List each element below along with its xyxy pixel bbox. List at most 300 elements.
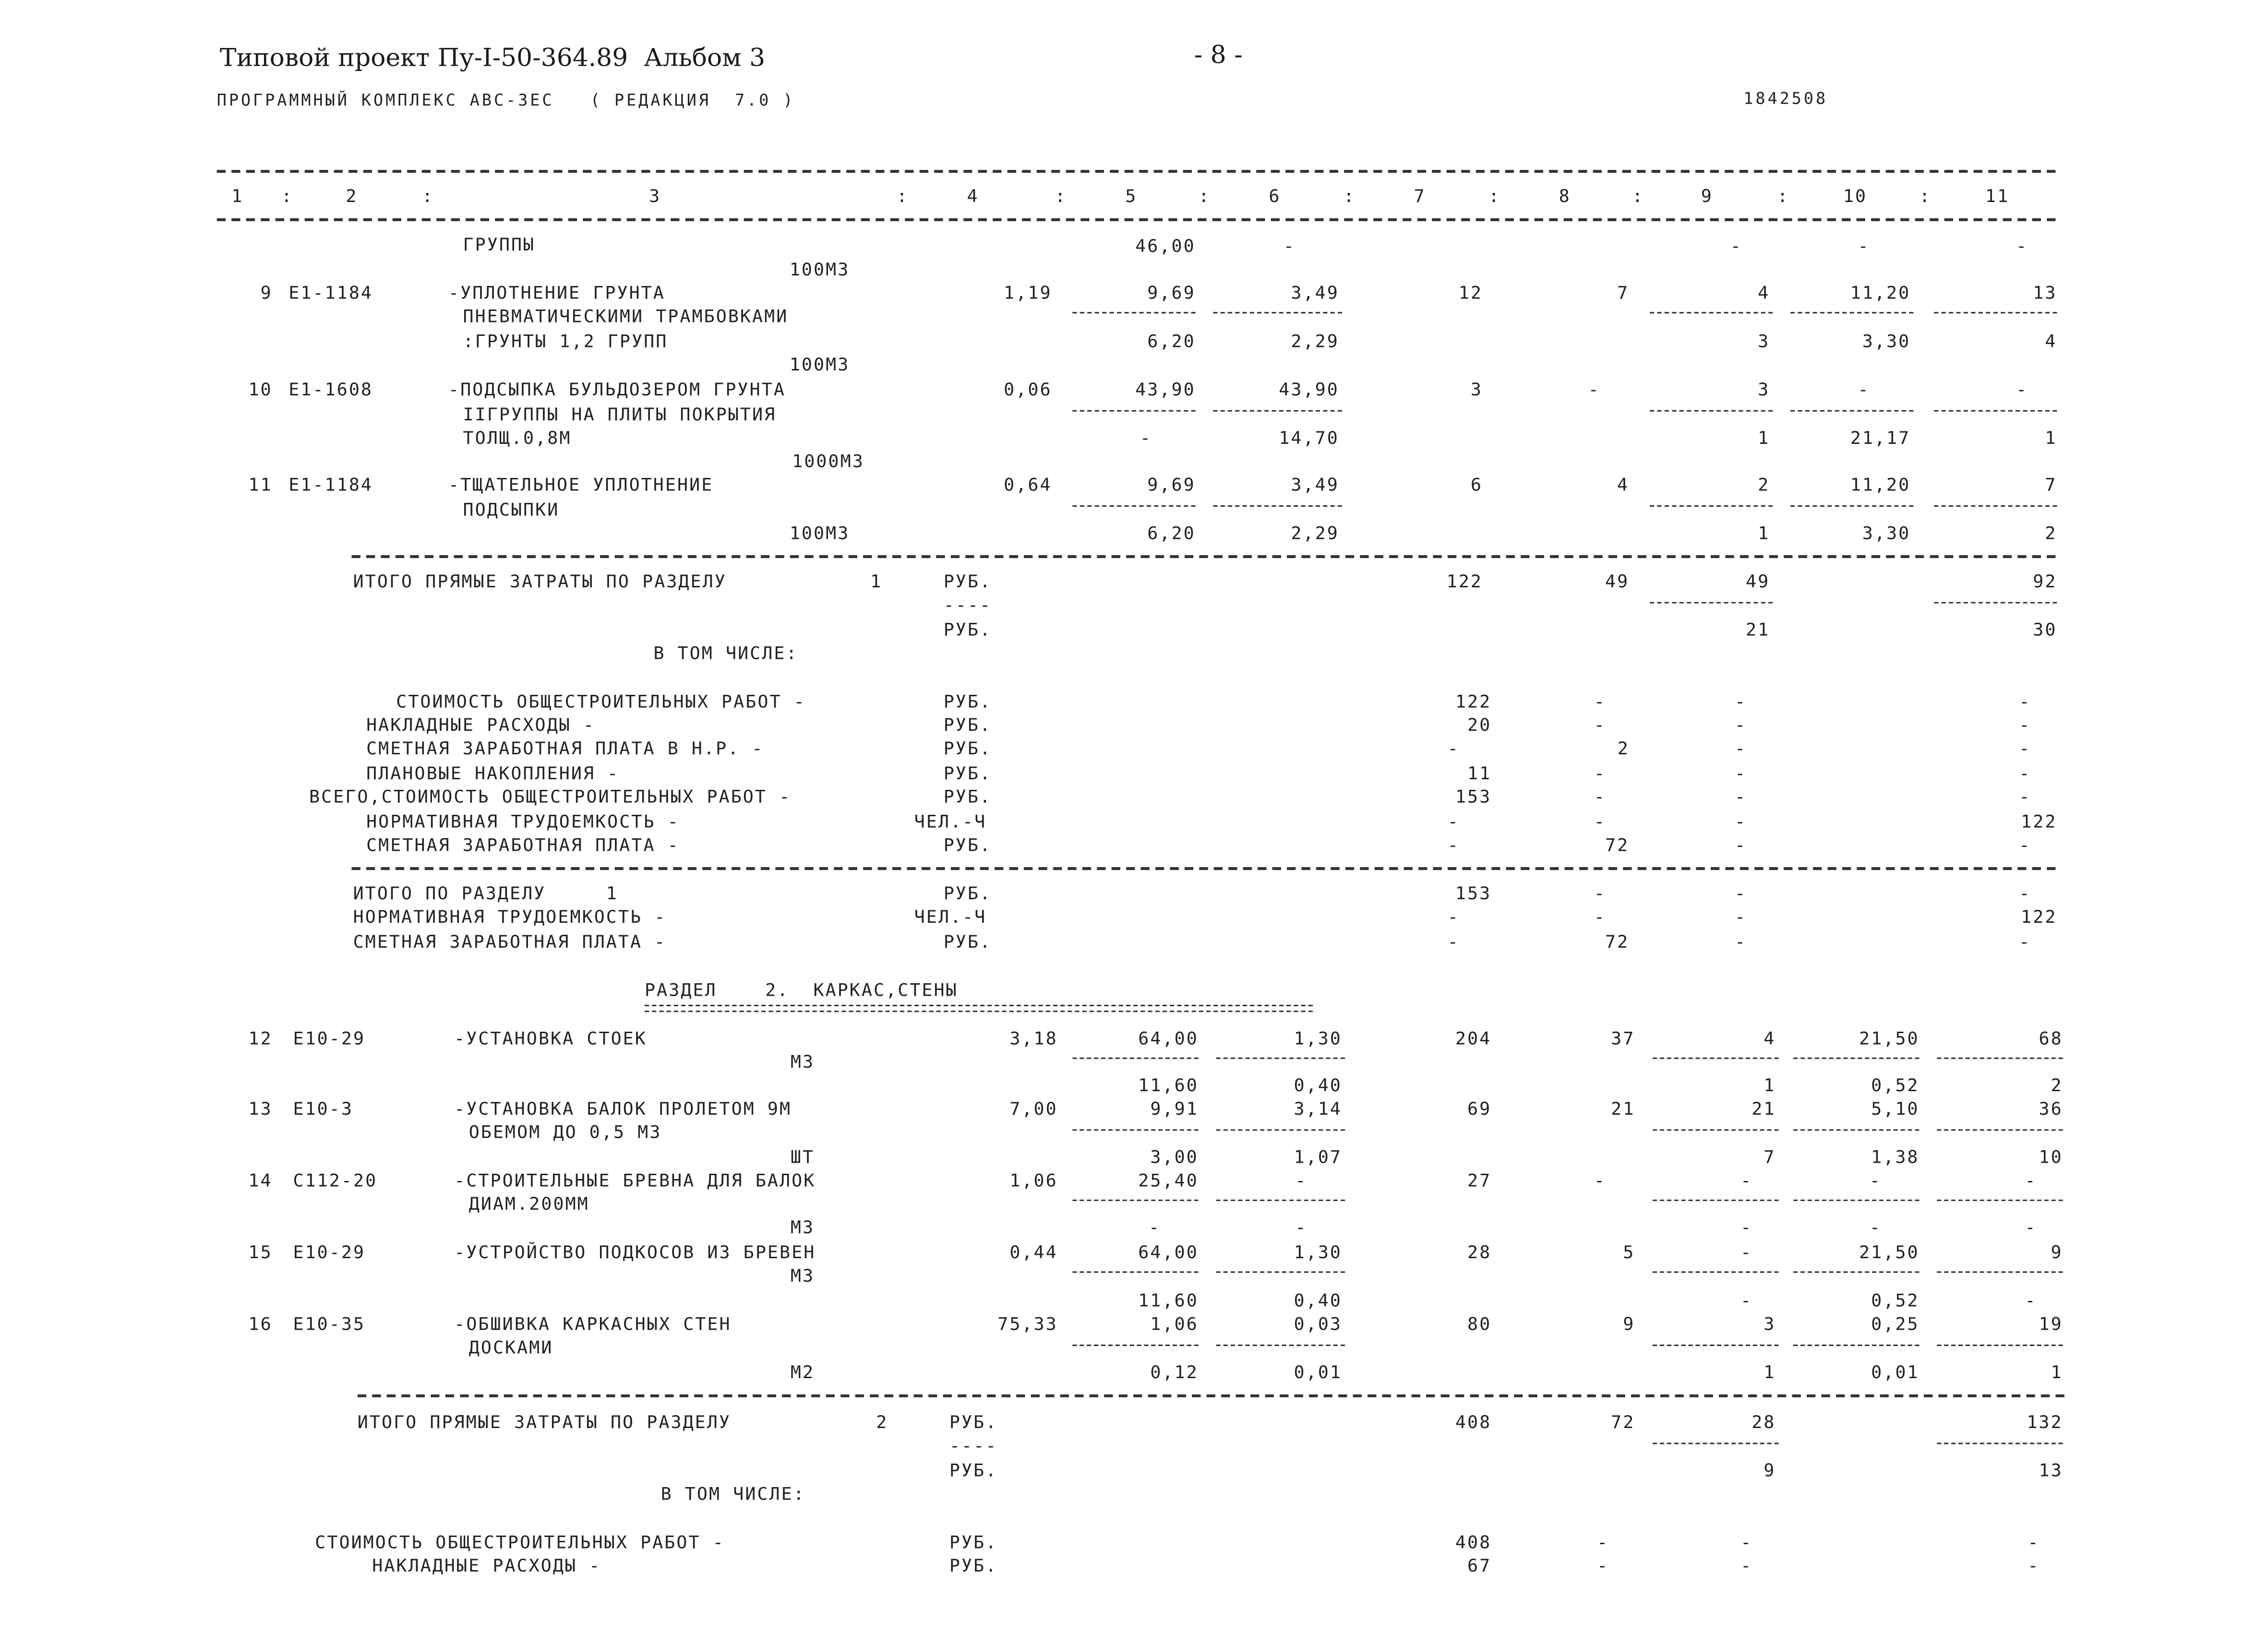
item-number: 12 xyxy=(248,1028,273,1049)
item-price-total: 9,69 xyxy=(1147,283,1196,303)
item-price-machine-wages: 0,40 xyxy=(1294,1290,1342,1311)
item-labor-total-mach: 2 xyxy=(2051,1075,2063,1096)
breakdown-unit: РУБ. xyxy=(943,715,992,736)
item-cost-wages: 9 xyxy=(1623,1313,1635,1334)
col-sep: : xyxy=(1919,186,1932,207)
item-labor-total-mach: - xyxy=(2025,1290,2037,1311)
breakdown-label: СТОИМОСТЬ ОБЩЕСТРОИТЕЛЬНЫХ РАБОТ - xyxy=(396,691,806,712)
item-name-line: ДОСКАМИ xyxy=(468,1337,553,1358)
item-code: Е10-3 xyxy=(293,1098,353,1119)
header-rule-top xyxy=(217,170,2056,173)
breakdown-c11: - xyxy=(2019,738,2031,759)
item-labor-unit-mach: 0,01 xyxy=(1871,1362,1920,1383)
breakdown-c9: - xyxy=(1734,715,1747,736)
breakdown-label: НОРМАТИВНАЯ ТРУДОЕМКОСТЬ - xyxy=(366,811,680,832)
item-number: 14 xyxy=(248,1170,273,1191)
price-rule xyxy=(1072,1200,1199,1201)
breakdown-label: НАКЛАДНЫЕ РАСХОДЫ - xyxy=(372,1555,601,1576)
item-labor-total: 36 xyxy=(2039,1098,2063,1119)
section-total-c7: - xyxy=(1447,931,1460,953)
item-code: Е10-29 xyxy=(293,1242,366,1263)
item-price-total: 9,69 xyxy=(1147,474,1196,495)
item-cost-machine-wages: - xyxy=(1740,1290,1753,1311)
total-c7: 122 xyxy=(1446,571,1483,592)
price-rule xyxy=(1072,1058,1199,1059)
item-cost-machines: 4 xyxy=(1758,283,1770,303)
item-qty: 1,06 xyxy=(1009,1170,1058,1191)
col-1: 1 xyxy=(231,186,244,207)
item-code: Е10-29 xyxy=(293,1028,366,1049)
col-4: 4 xyxy=(967,186,979,207)
item-code: С112-20 xyxy=(293,1170,378,1191)
cost-rule xyxy=(1653,1443,1779,1444)
item-cost-total: 6 xyxy=(1470,474,1483,495)
item-price-machine-wages: 2,29 xyxy=(1291,523,1339,544)
item-price-machine-wages: 0,40 xyxy=(1294,1075,1342,1096)
col-sep: : xyxy=(281,186,294,207)
breakdown-c11: 122 xyxy=(2021,811,2057,832)
price-rule xyxy=(1213,410,1342,412)
breakdown-c7: 153 xyxy=(1455,786,1492,807)
item-cost-machines: 3 xyxy=(1758,379,1770,400)
price-rule xyxy=(1072,312,1195,313)
col-sep: : xyxy=(1488,186,1501,207)
item-code: Е1-1184 xyxy=(288,283,373,303)
breakdown-c11: - xyxy=(2019,691,2031,712)
breakdown-c8: - xyxy=(1594,763,1607,784)
section-total-c11: - xyxy=(2019,883,2031,904)
breakdown-unit: РУБ. xyxy=(949,1532,998,1553)
breakdown-c7: - xyxy=(1447,811,1460,832)
total-c9b: 9 xyxy=(1764,1460,1776,1481)
price-rule xyxy=(1072,505,1195,507)
breakdown-c11: - xyxy=(2019,715,2031,736)
breakdown-c9: - xyxy=(1734,811,1747,832)
direct-cost-label: ИТОГО ПРЯМЫЕ ЗАТРАТЫ ПО РАЗДЕЛУ xyxy=(353,571,727,592)
item-cost-machines: 4 xyxy=(1764,1028,1776,1049)
total-c8: 72 xyxy=(1611,1412,1635,1433)
item-name-line: ТОЛЩ.0,8М xyxy=(463,428,572,449)
item-price-machines: 43,90 xyxy=(1279,379,1339,400)
section-rule xyxy=(358,1394,2064,1397)
cost-rule xyxy=(1793,1129,1920,1131)
header-rule-bottom xyxy=(217,218,2056,221)
item-unit: 100М3 xyxy=(789,523,850,544)
item-name-line: -УПЛОТНЕНИЕ ГРУНТА xyxy=(448,283,665,303)
cost-rule xyxy=(1937,1200,2063,1201)
cost-rule xyxy=(1793,1200,1920,1201)
direct-cost-section-num: 2 xyxy=(876,1412,888,1433)
breakdown-c8: - xyxy=(1597,1532,1609,1553)
document-code: 1842508 xyxy=(1743,89,1828,108)
total-c11b: 30 xyxy=(2033,619,2057,640)
cost-rule xyxy=(1937,1058,2063,1059)
program-line: ПРОГРАММНЫЙ КОМПЛЕКС АВС-3ЕС ( РЕДАКЦИЯ 7.0 ) xyxy=(216,91,795,110)
item-labor-total: - xyxy=(2025,1170,2037,1191)
section-total-label: НОРМАТИВНАЯ ТРУДОЕМКОСТЬ - xyxy=(353,906,667,928)
item-qty: 75,33 xyxy=(997,1313,1058,1334)
item-labor-unit: - xyxy=(1858,379,1870,400)
breakdown-unit: РУБ. xyxy=(943,786,992,807)
breakdown-c11: - xyxy=(2019,786,2031,807)
item-number: 15 xyxy=(248,1242,273,1263)
col-6: 6 xyxy=(1269,186,1281,207)
col-sep: : xyxy=(1343,186,1356,207)
breakdown-c7: - xyxy=(1447,738,1460,759)
cost-rule xyxy=(1793,1345,1920,1346)
section-total-c8: 72 xyxy=(1605,931,1630,953)
item-cost-machine-wages: 1 xyxy=(1758,428,1770,449)
section-total-c9: - xyxy=(1734,883,1747,904)
breakdown-c7: 122 xyxy=(1455,691,1492,712)
breakdown-c7: 67 xyxy=(1467,1555,1492,1576)
total-c7: 408 xyxy=(1455,1412,1492,1433)
cost-rule xyxy=(1653,1058,1779,1059)
section-total-unit: ЧЕЛ.-Ч xyxy=(914,906,987,928)
cost-rule xyxy=(1650,505,1773,507)
item-price-machines: - xyxy=(1295,1170,1308,1191)
cont-p2: - xyxy=(1283,236,1296,257)
breakdown-c11: - xyxy=(2028,1532,2040,1553)
item-code: Е10-35 xyxy=(293,1313,366,1334)
unit-label: РУБ. xyxy=(943,571,992,592)
including-label: В ТОМ ЧИСЛЕ: xyxy=(653,643,798,664)
breakdown-c8: - xyxy=(1594,691,1607,712)
item-labor-total: 13 xyxy=(2033,283,2057,303)
price-rule xyxy=(1216,1058,1345,1059)
including-label: В ТОМ ЧИСЛЕ: xyxy=(660,1484,805,1504)
item-cost-wages: 7 xyxy=(1617,283,1630,303)
item-labor-total: 19 xyxy=(2039,1313,2063,1334)
price-rule xyxy=(1072,1345,1199,1346)
breakdown-unit: РУБ. xyxy=(943,738,992,759)
unit-label: РУБ. xyxy=(949,1412,998,1433)
column-header-row xyxy=(231,186,243,207)
item-name-line: -УСТРОЙСТВО ПОДКОСОВ ИЗ БРЕВЕН xyxy=(454,1242,816,1263)
col-2: 2 xyxy=(346,186,358,207)
breakdown-label: НАКЛАДНЫЕ РАСХОДЫ - xyxy=(366,715,596,736)
col-sep: : xyxy=(1632,186,1644,207)
unit-label: РУБ. xyxy=(943,619,992,640)
breakdown-c9: - xyxy=(1734,834,1747,856)
item-name-line: -СТРОИТЕЛЬНЫЕ БРЕВНА ДЛЯ БАЛОК xyxy=(454,1170,816,1191)
breakdown-c9: - xyxy=(1734,763,1747,784)
item-labor-total-mach: 1 xyxy=(2051,1362,2063,1383)
breakdown-c9: - xyxy=(1740,1532,1753,1553)
cost-rule xyxy=(1934,410,2057,412)
project-title: Типовой проект Пу-I-50-364.89 Альбом 3 xyxy=(219,44,766,73)
item-name-line: -ТЩАТЕЛЬНОЕ УПЛОТНЕНИЕ xyxy=(448,474,714,495)
cost-rule xyxy=(1934,505,2057,507)
item-labor-total: 9 xyxy=(2051,1242,2063,1263)
item-cost-wages: - xyxy=(1588,379,1600,400)
item-name-line: ПОДСЫПКИ xyxy=(463,499,560,520)
section-total-c11: - xyxy=(2019,931,2031,953)
item-cost-machines: - xyxy=(1740,1242,1753,1263)
col-7: 7 xyxy=(1414,186,1426,207)
item-labor-total: - xyxy=(2016,379,2028,400)
cost-rule xyxy=(1653,1129,1779,1131)
cost-rule xyxy=(1937,1443,2063,1444)
price-rule xyxy=(1216,1129,1345,1131)
cost-rule xyxy=(1653,1345,1779,1346)
item-unit: М3 xyxy=(790,1265,815,1286)
cost-rule xyxy=(1653,1271,1779,1273)
item-cost-wages: 5 xyxy=(1623,1242,1635,1263)
section-total-c7: 153 xyxy=(1455,883,1492,904)
item-cost-total: 27 xyxy=(1467,1170,1492,1191)
col-sep: : xyxy=(897,186,909,207)
price-rule xyxy=(1216,1345,1345,1346)
breakdown-unit: ЧЕЛ.-Ч xyxy=(914,811,987,832)
section-rule xyxy=(352,555,2056,558)
item-labor-unit: 0,25 xyxy=(1871,1313,1920,1334)
breakdown-c9: - xyxy=(1740,1555,1753,1576)
col-sep: : xyxy=(1055,186,1067,207)
price-rule xyxy=(1216,1200,1345,1201)
section-total-label: СМЕТНАЯ ЗАРАБОТНАЯ ПЛАТА - xyxy=(353,931,667,953)
breakdown-c8: - xyxy=(1594,786,1607,807)
price-rule xyxy=(1072,1271,1199,1273)
breakdown-label: ПЛАНОВЫЕ НАКОПЛЕНИЯ - xyxy=(366,763,620,784)
section-total-unit: РУБ. xyxy=(943,931,992,953)
item-cost-machines: 3 xyxy=(1764,1313,1776,1334)
breakdown-c11: - xyxy=(2019,834,2031,856)
breakdown-unit: РУБ. xyxy=(943,691,992,712)
item-cost-machine-wages: 3 xyxy=(1758,331,1770,352)
item-labor-unit: 21,50 xyxy=(1859,1028,1920,1049)
item-labor-unit-mach: 0,52 xyxy=(1871,1290,1920,1311)
item-qty: 0,64 xyxy=(1004,474,1052,495)
price-rule xyxy=(1072,410,1195,412)
breakdown-c11: - xyxy=(2019,763,2031,784)
cont-c10: - xyxy=(1858,236,1870,257)
total-c9b: 21 xyxy=(1745,619,1770,640)
breakdown-c9: - xyxy=(1734,691,1747,712)
cost-rule xyxy=(1650,312,1773,313)
item-labor-total-mach: 2 xyxy=(2045,523,2057,544)
breakdown-c8: - xyxy=(1594,811,1607,832)
item-name-line: -ПОДСЫПКА БУЛЬДОЗЕРОМ ГРУНТА xyxy=(448,379,786,400)
item-labor-total-mach: 1 xyxy=(2045,428,2057,449)
total-c9: 28 xyxy=(1752,1412,1776,1433)
item-price-machine-wages: 14,70 xyxy=(1279,428,1339,449)
item-unit: М3 xyxy=(790,1217,815,1238)
item-price-wages: 0,12 xyxy=(1150,1362,1199,1383)
breakdown-label: СМЕТНАЯ ЗАРАБОТНАЯ ПЛАТА В Н.Р. - xyxy=(366,738,764,759)
col-sep: : xyxy=(1198,186,1211,207)
item-price-machine-wages: - xyxy=(1295,1217,1308,1238)
item-cost-wages: 4 xyxy=(1617,474,1630,495)
item-price-wages: - xyxy=(1140,428,1152,449)
item-cost-machine-wages: 1 xyxy=(1764,1075,1776,1096)
item-price-wages: 6,20 xyxy=(1147,331,1196,352)
price-rule xyxy=(1213,312,1342,313)
unit-rule: ---- xyxy=(943,595,992,615)
breakdown-unit: РУБ. xyxy=(943,763,992,784)
item-labor-total-mach: - xyxy=(2025,1217,2037,1238)
breakdown-c7: 11 xyxy=(1467,763,1492,784)
col-5: 5 xyxy=(1125,186,1138,207)
item-price-machines: 3,14 xyxy=(1294,1098,1342,1119)
section-title: РАЗДЕЛ 2. КАРКАС,СТЕНЫ xyxy=(645,980,958,1001)
total-c11b: 13 xyxy=(2039,1460,2063,1481)
total-c11: 92 xyxy=(2033,571,2057,592)
item-cost-total: 28 xyxy=(1467,1242,1492,1263)
item-labor-unit-mach: 0,52 xyxy=(1871,1075,1920,1096)
item-code: Е1-1608 xyxy=(288,379,373,400)
item-name-line: ДИАМ.200ММ xyxy=(468,1193,589,1215)
item-cost-machines: - xyxy=(1740,1170,1753,1191)
item-cost-machine-wages: 7 xyxy=(1764,1146,1776,1167)
item-price-machines: 0,03 xyxy=(1294,1313,1342,1334)
item-price-total: 25,40 xyxy=(1138,1170,1199,1191)
item-cost-machine-wages: - xyxy=(1740,1217,1753,1238)
item-price-total: 43,90 xyxy=(1135,379,1196,400)
total-c8: 49 xyxy=(1605,571,1630,592)
item-labor-unit: 11,20 xyxy=(1850,474,1911,495)
item-price-machine-wages: 0,01 xyxy=(1294,1362,1342,1383)
item-number: 13 xyxy=(248,1098,273,1119)
item-labor-total: 7 xyxy=(2045,474,2057,495)
item-labor-unit-mach: 21,17 xyxy=(1850,428,1911,449)
item-qty: 7,00 xyxy=(1009,1098,1058,1119)
price-rule xyxy=(1072,1129,1199,1131)
cost-rule xyxy=(1793,1271,1920,1273)
breakdown-c9: - xyxy=(1734,786,1747,807)
item-price-wages: 11,60 xyxy=(1138,1075,1199,1096)
item-price-machines: 1,30 xyxy=(1294,1028,1342,1049)
col-8: 8 xyxy=(1559,186,1571,207)
item-qty: 0,06 xyxy=(1004,379,1052,400)
item-qty: 3,18 xyxy=(1009,1028,1058,1049)
cost-rule xyxy=(1937,1345,2063,1346)
item-name-line: -УСТАНОВКА БАЛОК ПРОЛЕТОМ 9М xyxy=(454,1098,792,1119)
item-cost-total: 80 xyxy=(1467,1313,1492,1334)
section-total-c11: 122 xyxy=(2021,906,2057,928)
price-rule xyxy=(1213,505,1342,507)
item-price-total: 64,00 xyxy=(1138,1242,1199,1263)
cont-p1: 46,00 xyxy=(1135,236,1196,257)
cost-rule xyxy=(1937,1129,2063,1131)
item-unit: 100М3 xyxy=(789,354,850,375)
breakdown-c7: 20 xyxy=(1467,715,1492,736)
cont-c9: - xyxy=(1730,236,1742,257)
cont-unit: 100М3 xyxy=(789,259,850,280)
col-10: 10 xyxy=(1843,186,1868,207)
item-labor-unit: 11,20 xyxy=(1850,283,1911,303)
item-price-wages: - xyxy=(1149,1217,1161,1238)
item-price-machine-wages: 1,07 xyxy=(1294,1146,1342,1167)
breakdown-c8: - xyxy=(1597,1555,1609,1576)
section-total-c8: - xyxy=(1594,883,1607,904)
item-cost-machines: 2 xyxy=(1758,474,1770,495)
cost-rule xyxy=(1937,1271,2063,1273)
section-rule xyxy=(352,867,2056,870)
cost-rule xyxy=(1790,312,1913,313)
breakdown-label: ВСЕГО,СТОИМОСТЬ ОБЩЕСТРОИТЕЛЬНЫХ РАБОТ - xyxy=(309,786,792,807)
item-qty: 1,19 xyxy=(1004,283,1052,303)
item-price-total: 64,00 xyxy=(1138,1028,1199,1049)
section-title-underline xyxy=(645,1005,1313,1012)
item-cost-machine-wages: 1 xyxy=(1764,1362,1776,1383)
cost-rule xyxy=(1934,312,2057,313)
col-sep: : xyxy=(1777,186,1789,207)
item-labor-unit-mach: 1,38 xyxy=(1871,1146,1920,1167)
item-name-line: ОБЕМОМ ДО 0,5 М3 xyxy=(468,1122,662,1143)
item-price-wages: 3,00 xyxy=(1150,1146,1199,1167)
item-name-line: -УСТАНОВКА СТОЕК xyxy=(454,1028,647,1049)
item-labor-unit-mach: 3,30 xyxy=(1862,331,1911,352)
item-name-line: -ОБШИВКА КАРКАСНЫХ СТЕН xyxy=(454,1313,732,1334)
item-unit: 1000М3 xyxy=(792,451,864,472)
cost-rule xyxy=(1934,602,2057,604)
unit-rule: ---- xyxy=(949,1435,998,1456)
item-labor-total: 68 xyxy=(2039,1028,2063,1049)
cont-c11: - xyxy=(2016,236,2028,257)
col-3: 3 xyxy=(649,186,661,207)
item-labor-unit: - xyxy=(1869,1170,1882,1191)
item-price-machines: 3,49 xyxy=(1291,474,1339,495)
item-unit: ШТ xyxy=(790,1146,815,1167)
unit-label: РУБ. xyxy=(949,1460,998,1481)
breakdown-c7: 408 xyxy=(1455,1532,1492,1553)
breakdown-c7: - xyxy=(1447,834,1460,856)
cost-rule xyxy=(1793,1058,1920,1059)
cost-rule xyxy=(1790,410,1913,412)
section-total-unit: РУБ. xyxy=(943,883,992,904)
breakdown-c8: - xyxy=(1594,715,1607,736)
item-number: 10 xyxy=(248,379,273,400)
item-price-machines: 3,49 xyxy=(1291,283,1339,303)
section-total-c9: - xyxy=(1734,931,1747,953)
col-9: 9 xyxy=(1701,186,1713,207)
item-unit: М2 xyxy=(790,1362,815,1383)
item-code: Е1-1184 xyxy=(288,474,373,495)
total-c9: 49 xyxy=(1745,571,1770,592)
item-name-line: :ГРУНТЫ 1,2 ГРУПП xyxy=(463,331,668,352)
item-name-line: IIГРУППЫ НА ПЛИТЫ ПОКРЫТИЯ xyxy=(463,404,777,425)
item-price-machine-wages: 2,29 xyxy=(1291,331,1339,352)
item-cost-total: 69 xyxy=(1467,1098,1492,1119)
item-price-machines: 1,30 xyxy=(1294,1242,1342,1263)
item-price-total: 1,06 xyxy=(1150,1313,1199,1334)
breakdown-label: СТОИМОСТЬ ОБЩЕСТРОИТЕЛЬНЫХ РАБОТ - xyxy=(315,1532,725,1553)
breakdown-c9: - xyxy=(1734,738,1747,759)
col-11: 11 xyxy=(1985,186,2010,207)
breakdown-c8: 72 xyxy=(1605,834,1630,856)
item-price-wages: 11,60 xyxy=(1138,1290,1199,1311)
section-total-label: ИТОГО ПО РАЗДЕЛУ 1 xyxy=(353,883,618,904)
item-cost-machines: 21 xyxy=(1752,1098,1776,1119)
item-labor-unit-mach: 3,30 xyxy=(1862,523,1911,544)
item-cost-total: 204 xyxy=(1455,1028,1492,1049)
price-rule xyxy=(1216,1271,1345,1273)
breakdown-label: СМЕТНАЯ ЗАРАБОТНАЯ ПЛАТА - xyxy=(366,834,680,856)
item-cost-total: 12 xyxy=(1458,283,1483,303)
page-number: - 8 - xyxy=(1194,41,1243,71)
breakdown-c8: 2 xyxy=(1617,738,1630,759)
item-number: 16 xyxy=(248,1313,273,1334)
cost-rule xyxy=(1650,410,1773,412)
item-cost-wages: 37 xyxy=(1611,1028,1635,1049)
section-total-c9: - xyxy=(1734,906,1747,928)
item-labor-total-mach: 4 xyxy=(2045,331,2057,352)
item-labor-total-mach: 10 xyxy=(2039,1146,2063,1167)
total-c11: 132 xyxy=(2027,1412,2063,1433)
cost-rule xyxy=(1650,602,1773,604)
item-cost-wages: - xyxy=(1594,1170,1607,1191)
